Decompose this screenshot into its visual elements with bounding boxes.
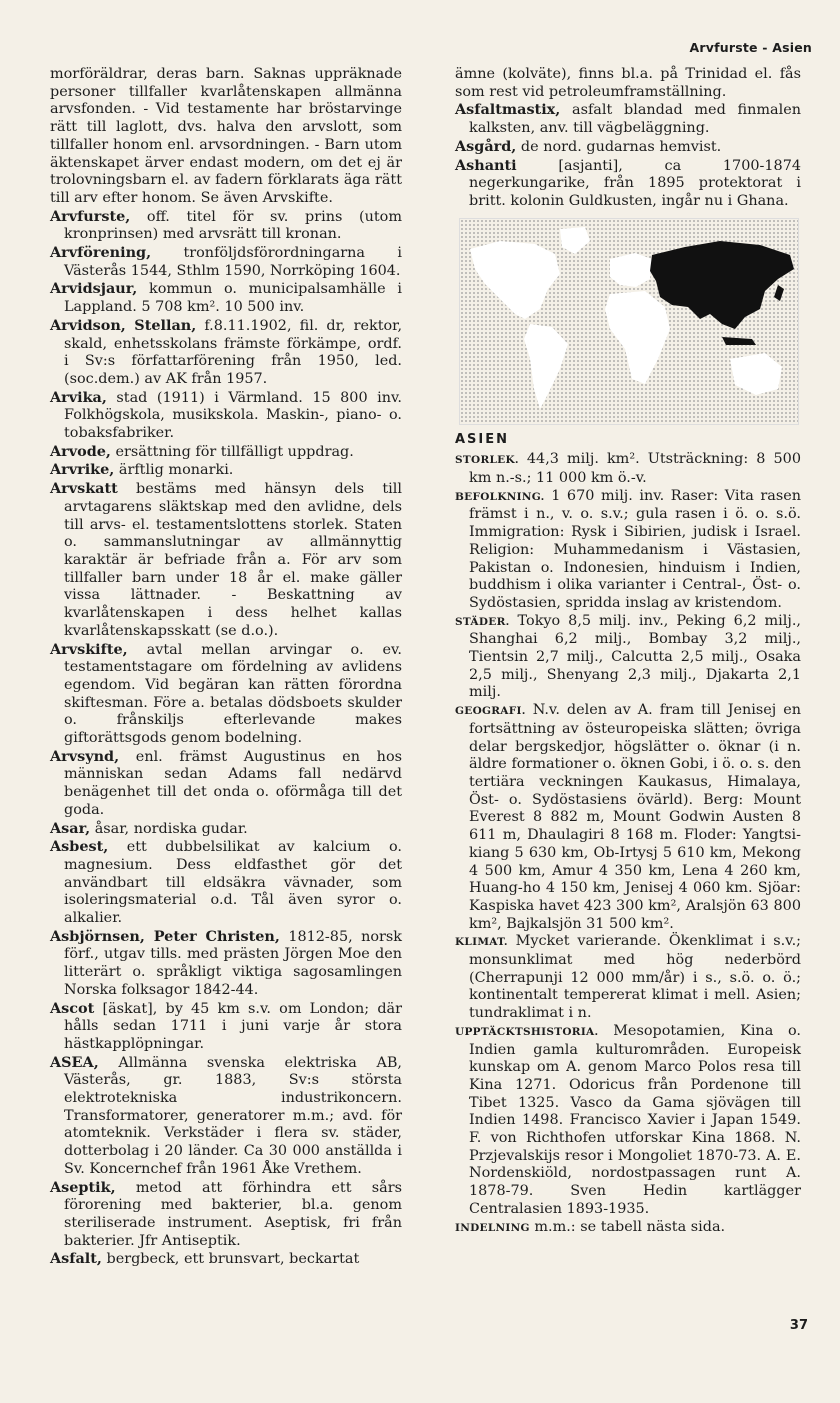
dictionary-entry: [50, 838, 402, 928]
entry-text: de nord. gudarnas hemvist.: [520, 138, 722, 155]
entry-text: bestäms med hänsyn dels till arvtagarens släktskap med den avlidne, dels till arvs- el. testamentslottens storlek. Staten o. sammanslutningar av allmännyttig karaktär är befriade från a. För arv som tillfaller barn under 18 år el. make gäller vissa lättnader. - Beskattning av kvarlåtenskapen i dess helhet kallas kvarlåtenskapsskatt (se d.o.).: [64, 481, 402, 639]
entry-term: Arvskatt: [50, 480, 118, 498]
dictionary-entry: [50, 1179, 402, 1251]
entry-term: Arvskifte,: [50, 640, 128, 658]
dictionary-entry: [50, 928, 402, 1000]
section-text: Mycket varierande. Ökenklimat i s.v.; monsunklimat med hög nederbörd (Cherrapunji 12 000 mm/år) i s., s.ö. o. ö.; kontinentalt tempererat klimat i mell. Asien; tundraklimat i n.: [469, 933, 801, 1022]
entry-text: [äskat], by 45 km s.v. om London; där hålls sedan 1711 i juni varje år stora hästkapplöpningar.: [64, 1000, 402, 1052]
entry-text: asfalt blandad med finmalen kalksten, anv. till vägbeläggning.: [469, 102, 802, 137]
entry-term: Ashanti: [455, 156, 517, 174]
asien-section: [455, 1219, 801, 1238]
asien-section: [455, 451, 801, 487]
entry-text: f.8.11.1902, fil. dr, rektor, skald, enhetsskolans främste förkämpe, ordf. i Sv:s författarförening från 1950, led. (soc.dem.) av AK från 1957.: [64, 317, 403, 387]
entry-term: Arvfurste,: [50, 207, 131, 225]
dictionary-entry: [50, 389, 402, 443]
section-text: 1 670 milj. inv. Raser: Vita rasen främst i n., v. o. s.v.; gula rasen i ö. o. s.ö. Immigration: Rysk i Sibirien, judisk i Israel. Religion: Muhammedanism i Västasien, Pakistan o. Indonesien, hinduism i Indien, buddhism i olika varianter i Central-, Öst- o. Sydöstasien, spridda inslag av kristendom.: [469, 487, 802, 611]
entry-text: tronföljdsförordningarna i Västerås 1544, Sthlm 1590, Norrköping 1604.: [64, 245, 402, 279]
world-map-asia-highlighted: [459, 218, 799, 425]
section-label: STORLEK.: [455, 454, 519, 467]
entry-term: Asgård,: [455, 137, 517, 155]
entry-text: [asjanti], ca 1700-1874 negerkungarike, från 1895 protektorat i britt. kolonin Guldkusten, ingår nu i Ghana.: [469, 157, 801, 209]
section-label: UPPTÄCKTSHISTORIA.: [455, 1025, 599, 1038]
entry-term: Asfaltmastix,: [455, 101, 561, 119]
section-label: KLIMAT.: [455, 936, 508, 949]
entry-text: 1812-85, norsk förf., utgav tills. med prästen Jörgen Moe den litterärt o. språkligt viktiga sagosamlingen Norska folksagor 1842-44.: [64, 928, 402, 998]
entry-text: åsar, nordiska gudar.: [94, 820, 248, 837]
entry-term: Asbest,: [50, 838, 109, 856]
section-text: Tokyo 8,5 milj. inv., Peking 6,2 milj., Shanghai 6,2 milj., Bombay 3,2 milj., Tientsin 2,7 milj., Calcutta 2,5 milj., Osaka 2,5 milj., Shenyang 2,3 milj., Djakarta 2,1 milj.: [469, 612, 801, 701]
entry-text: ersättning för tillfälligt uppdrag.: [115, 443, 354, 460]
entry-term: Asfalt,: [50, 1250, 102, 1268]
entry-term: Asar,: [50, 819, 91, 837]
dictionary-entry: [50, 748, 402, 820]
entry-text: metod att förhindra ett sårs förorening med bakterier, bl.a. genom steriliserade instrument. Aseptisk, fri från bakterier. Jfr Antiseptik.: [64, 1179, 402, 1249]
entry-term: Asbjörnsen, Peter Christen,: [50, 927, 280, 945]
entry-text: morföräldrar, deras barn. Saknas uppräknade personer tillfaller kvarlåtenskapen allmänna arvsfonden. - Vid testamente har bröstarvinge rätt till laglott, dvs. halva den arvslott, som tillfaller honom enl. arvsordningen. - Barn utom äktenskapet ärver endast modern, om det ej är trolovningsbarn el. av fadern förklarats äga rätt till arv efter honom. Se även Arvskifte.: [50, 66, 402, 206]
entry-text: off. titel för sv. prins (utom kronprinsen) med arvsrätt till kronan.: [64, 208, 402, 243]
dictionary-entry: [50, 66, 402, 208]
dictionary-entry: [50, 208, 402, 244]
section-label: GEOGRAFI.: [455, 705, 526, 718]
page-number: 37: [789, 1318, 808, 1333]
dictionary-entry: [50, 480, 402, 640]
entry-text: ett dubbelsilikat av kalcium o. magnesium. Dess eldfasthet gör det användbart till eldsäkra vävnader, som isoleringsmaterial o.d. Tål även syror o. alkalier.: [64, 839, 402, 927]
section-label: INDELNING: [455, 1221, 530, 1234]
entry-text: avtal mellan arvingar o. ev. testamentstagare om fördelning av avlidens egendom. Vid begäran kan rätten förordna skiftesman. Före a. betalas dödsboets skulder o. frånskiljs efterlevande makes giftorättsgods genom bodelning.: [64, 641, 402, 747]
entry-text: kommun o. municipalsamhälle i Lappland. 5 708 km². 10 500 inv.: [64, 281, 403, 316]
section-label: BEFOLKNING.: [455, 490, 545, 503]
dictionary-entry: [455, 101, 801, 137]
dictionary-entry: [50, 641, 402, 748]
dictionary-entry: [455, 66, 801, 101]
section-text: N.v. delen av A. fram till Jenisej en fortsättning av östeuropeiska slätten; övriga delar bergskedjor, högslätter o. öknar (i n. äldre formationer o. öknen Gobi, i ö. o. s. den tertiära veckningen Kaukasus, Himalaya, Öst- o. Sydöstasiens övärld). Berg: Mount Everest 8 882 m, Mount Godwin Austen 8 611 m, Dhaulagiri 8 168 m. Floder: Yangtsi-kiang 5 630 km, Ob-Irtysj 5 610 km, Mekong 4 500 km, Amur 4 350 km, Lena 4 260 km, Huang-ho 4 150 km, Jenisej 4 060 km. Sjöar: Kaspiska havet 423 300 km², Aralsjön 63 800 km², Bajkalsjön 31 500 km².: [469, 702, 801, 932]
entry-text: Allmänna svenska elektriska AB, Västerås, gr. 1883, Sv:s största elektrotekniska industrikoncern. Transformatorer, generatorer m.m.; avd. för atomteknik. Verkstäder i flera sv. städer, dotterbolag i 20 länder. Ca 30 000 anställda i Sv. Koncernchef från 1961 Åke Vrethem.: [64, 1054, 403, 1177]
section-text: Mesopotamien, Kina o. Indien gamla kulturområden. Europeisk kunskap om A. genom Marco Polos resa till Kina 1271. Odoricus från Pordenone till Tibet 1325. Vasco da Gama sjövägen till Indien 1498. Francisco Xavier i Japan 1549. F. von Richthofen utforskar Kina 1868. N. Przjevalskijs resor i Mongoliet 1870-73. A. E. Nordenskiöld, nordostpassagen runt A. 1878-79. Sven Hedin kartlägger Centralasien 1893-1935.: [469, 1022, 802, 1217]
entry-text: stad (1911) i Värmland. 15 800 inv. Folkhögskola, musikskola. Maskin-, piano- o. tobaksfabriker.: [64, 389, 403, 442]
entry-text: enl. främst Augustinus en hos människan sedan Adams fall nedärvd benägenhet till det onda o. oförmåga till det goda.: [64, 748, 403, 818]
left-column: [50, 66, 402, 1269]
entry-text: bergbeck, ett brunsvart, beckartat: [106, 1251, 360, 1268]
asien-section: [455, 933, 801, 1023]
dictionary-entry: [50, 1054, 402, 1179]
entry-term: Ascot: [50, 999, 95, 1017]
section-label: STÄDER.: [455, 615, 510, 628]
dictionary-entry: [50, 820, 402, 839]
asien-section: [455, 488, 801, 613]
asien-sections: [455, 451, 801, 1237]
dictionary-entry: [455, 157, 801, 211]
dictionary-entry: [50, 244, 402, 280]
entry-term: Arvidson, Stellan,: [50, 316, 197, 334]
running-header: Arvfurste - Asien: [689, 40, 812, 55]
section-text: m.m.: se tabell nästa sida.: [534, 1218, 726, 1235]
asien-section: [455, 1023, 801, 1219]
section-title-asien: ASIEN: [455, 431, 510, 447]
entry-text: ämne (kolväte), finns bl.a. på Trinidad el. fås som rest vid petroleumframställning.: [455, 66, 801, 100]
entry-term: ASEA,: [50, 1053, 99, 1071]
dictionary-entry: [50, 317, 402, 389]
dictionary-entry: [50, 1250, 402, 1269]
right-column-entries: [455, 66, 801, 211]
entry-term: Arvrike,: [50, 461, 115, 479]
right-column: [455, 66, 801, 1237]
dictionary-entry: [50, 1000, 402, 1054]
entry-term: Arvsynd,: [50, 747, 120, 765]
entry-term: Arvförening,: [50, 244, 152, 262]
dictionary-entry: [50, 280, 402, 316]
entry-term: Aseptik,: [50, 1178, 116, 1196]
entry-term: Arvidsjaur,: [50, 280, 138, 298]
entry-text: ärftlig monarki.: [118, 462, 234, 479]
dictionary-entry: [50, 461, 402, 480]
dictionary-entry: [50, 443, 402, 462]
asien-section: [455, 613, 801, 703]
entry-term: Arvode,: [50, 442, 111, 460]
entry-term: Arvika,: [50, 388, 107, 406]
dictionary-entry: [455, 138, 801, 157]
asien-section: [455, 702, 801, 933]
section-text: 44,3 milj. km². Utsträckning: 8 500 km n.-s.; 11 000 km ö.-v.: [469, 451, 801, 487]
